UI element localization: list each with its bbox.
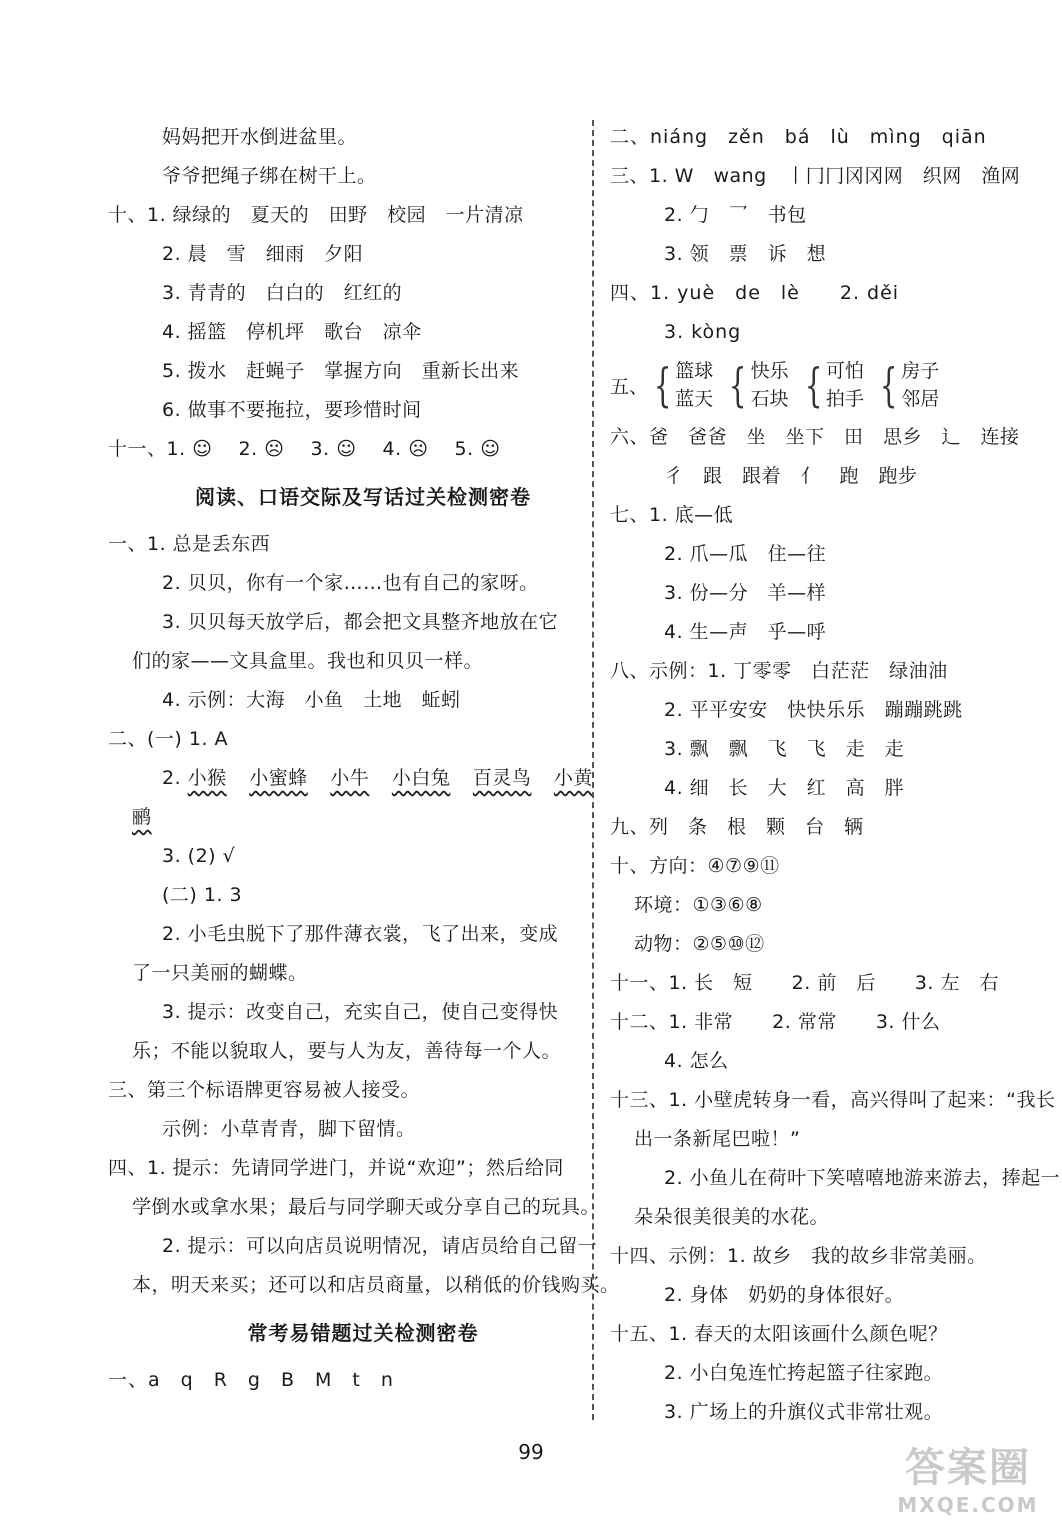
answer-line: 3. 领 票 诉 想 bbox=[664, 243, 827, 265]
left-column bbox=[108, 118, 620, 1400]
answer-line: 爷爷把绳子绑在树干上。 bbox=[162, 165, 377, 187]
answer-line: 四、1. 提示：先请同学进门，并说“欢迎”；然后给同 bbox=[108, 1157, 564, 1179]
answer-line: 动物：②⑤⑩⑫ bbox=[634, 933, 765, 955]
answer-line: 4. 示例：大海 小鱼 土地 蚯蚓 bbox=[162, 689, 461, 711]
answer-line: 2. 小毛虫脱下了那件薄衣裳，飞了出来，变成 bbox=[162, 923, 559, 945]
answer-line: 4. 怎么 bbox=[664, 1050, 729, 1072]
answer-line: 4. 摇篮 停机坪 歌台 凉伞 bbox=[162, 321, 422, 343]
word-pair: { 快乐 石块 bbox=[729, 358, 789, 412]
answer-line: 十四、示例：1. 故乡 我的故乡非常美丽。 bbox=[610, 1245, 987, 1267]
smiley-answer-line: 十一、1. ☺ 2. ☹ 3. ☺ 4. ☹ 5. ☺ bbox=[108, 438, 501, 460]
answer-line: 了一只美丽的蝴蝶。 bbox=[132, 962, 308, 984]
answer-line: 三、第三个标语牌更容易被人接受。 bbox=[108, 1079, 421, 1101]
word-pair: { 可怕 拍手 bbox=[804, 358, 864, 412]
animal-word: 小白兔 bbox=[391, 767, 451, 789]
answer-line: 3. 飘 飘 飞 飞 走 走 bbox=[664, 738, 905, 760]
answer-line: 2. 贝贝，你有一个家……也有自己的家呀。 bbox=[162, 572, 539, 594]
answer-line: 本，明天来买；还可以和店员商量，以稍低的价钱购买。 bbox=[132, 1274, 620, 1296]
answer-line: 3. 青青的 白白的 红红的 bbox=[162, 282, 403, 304]
page-number: 99 bbox=[518, 1440, 544, 1464]
answer-line: 2. 晨 雪 细雨 夕阳 bbox=[162, 243, 364, 265]
animal-word: 鹂 bbox=[132, 806, 152, 828]
answer-line: 4. 生—声 乎—呼 bbox=[664, 621, 827, 643]
section-title-reading: 阅读、口语交际及写话过关检测密卷 bbox=[195, 485, 531, 509]
brace-glyph: { bbox=[879, 358, 898, 412]
animal-word: 小蜜蜂 bbox=[249, 767, 308, 789]
answer-line: 出一条新尾巴啦！” bbox=[634, 1128, 801, 1150]
answer-line: 乐；不能以貌取人，要与人为友，善待每一个人。 bbox=[132, 1040, 562, 1062]
answer-line: 七、1. 底—低 bbox=[610, 504, 734, 526]
word-pair-braces: 五、 { 篮球 蓝天 { 快乐 石块 { 可怕 拍手 { 房子 邻居 bbox=[610, 358, 940, 412]
answer-line: 2. 勹 乛 书包 bbox=[664, 204, 807, 226]
answer-line: 5. 拨水 赶蝇子 掌握方向 重新长出来 bbox=[162, 360, 520, 382]
answer-line: 示例：小草青青，脚下留情。 bbox=[162, 1118, 416, 1140]
answer-line: 朵朵很美很美的水花。 bbox=[634, 1206, 830, 1228]
answer-line: 十二、1. 非常 2. 常常 3. 什么 bbox=[610, 1011, 941, 1033]
answer-line: 二、(一) 1. A bbox=[108, 728, 229, 750]
answer-line: 彳 跟 跟着 亻 跑 跑步 bbox=[664, 465, 918, 487]
answer-line: 3. 广场上的升旗仪式非常壮观。 bbox=[664, 1401, 944, 1423]
answer-line: 八、示例：1. 丁零零 白茫茫 绿油油 bbox=[610, 660, 948, 682]
answer-line: 6. 做事不要拖拉，要珍惜时间 bbox=[162, 399, 422, 421]
right-column bbox=[610, 118, 1061, 1432]
word-pair: { 篮球 蓝天 bbox=[653, 358, 714, 412]
brace-glyph: { bbox=[653, 358, 672, 412]
animal-answer-continuation bbox=[108, 798, 578, 837]
answer-line: 环境：①③⑥⑧ bbox=[634, 894, 763, 916]
answer-line: 4. 细 长 大 红 高 胖 bbox=[664, 777, 905, 799]
answer-line: 十五、1. 春天的太阳该画什么颜色呢？ bbox=[610, 1323, 948, 1345]
answer-line: 九、列 条 根 颗 台 辆 bbox=[610, 816, 864, 838]
answer-line: 2. 小白兔连忙挎起篮子往家跑。 bbox=[664, 1362, 944, 1384]
answer-line: 2. 身体 奶奶的身体很好。 bbox=[664, 1284, 905, 1306]
answer-line: 十、方向：④⑦⑨⑪ bbox=[610, 855, 780, 877]
answer-line: 2. 爪—瓜 住—往 bbox=[664, 543, 827, 565]
answer-line: 十、1. 绿绿的 夏天的 田野 校园 一片清凉 bbox=[108, 204, 524, 226]
animal-word: 百灵鸟 bbox=[472, 767, 532, 789]
brace-glyph: { bbox=[804, 358, 823, 412]
answer-line: 十三、1. 小壁虎转身一看，高兴得叫了起来：“我长 bbox=[610, 1089, 1056, 1111]
answer-line: 3. 贝贝每天放学后，都会把文具整齐地放在它 bbox=[162, 611, 559, 633]
answer-line: 3. kòng bbox=[664, 321, 742, 343]
answer-line: 2. 平平安安 快快乐乐 蹦蹦跳跳 bbox=[664, 699, 963, 721]
animal-word: 小猴 bbox=[187, 767, 227, 789]
answer-line: (二) 1. 3 bbox=[162, 884, 243, 906]
answer-line: 学倒水或拿水果；最后与同学聊天或分享自己的玩具。 bbox=[132, 1196, 601, 1218]
animal-answer-line: 2. 小猴 小蜜蜂 小牛 小白兔 百灵鸟 小黄 bbox=[162, 767, 593, 789]
word-pair: { 房子 邻居 bbox=[879, 358, 940, 412]
column-divider bbox=[592, 120, 594, 1420]
animal-word: 小牛 bbox=[330, 767, 370, 789]
answer-line: 四、1. yuè de lè 2. děi bbox=[610, 282, 900, 304]
animal-word: 小黄 bbox=[553, 767, 593, 789]
answer-line: 3. 提示：改变自己，充实自己，使自己变得快 bbox=[162, 1001, 559, 1023]
answer-line: 3. (2) √ bbox=[162, 845, 236, 867]
answer-line: 十一、1. 长 短 2. 前 后 3. 左 右 bbox=[610, 972, 1000, 994]
watermark-logo: 答案圈 MXQE.COM bbox=[897, 1445, 1039, 1517]
answer-line: 3. 份—分 羊—样 bbox=[664, 582, 827, 604]
answer-line: 2. 提示：可以向店员说明情况，请店员给自己留一 bbox=[162, 1235, 598, 1257]
answer-line: 们的家——文具盒里。我也和贝贝一样。 bbox=[132, 650, 484, 672]
answer-line: 三、1. W wang 丨冂冂冈冈网 织网 渔网 bbox=[610, 165, 1021, 187]
answer-line: 2. 小鱼儿在荷叶下笑嘻嘻地游来游去，捧起一 bbox=[664, 1167, 1061, 1189]
answer-line: 一、a q R g B M t n bbox=[108, 1369, 394, 1391]
answer-line: 妈妈把开水倒进盆里。 bbox=[162, 126, 358, 148]
answer-line: 一、1. 总是丢东西 bbox=[108, 533, 271, 555]
answer-line: 六、爸 爸爸 坐 坐下 田 思乡 辶 连接 bbox=[610, 426, 1020, 448]
answer-line: 二、niáng zěn bá lù mìng qiān bbox=[610, 126, 987, 148]
brace-glyph: { bbox=[729, 358, 747, 412]
section-title-common-errors: 常考易错题过关检测密卷 bbox=[247, 1321, 479, 1345]
